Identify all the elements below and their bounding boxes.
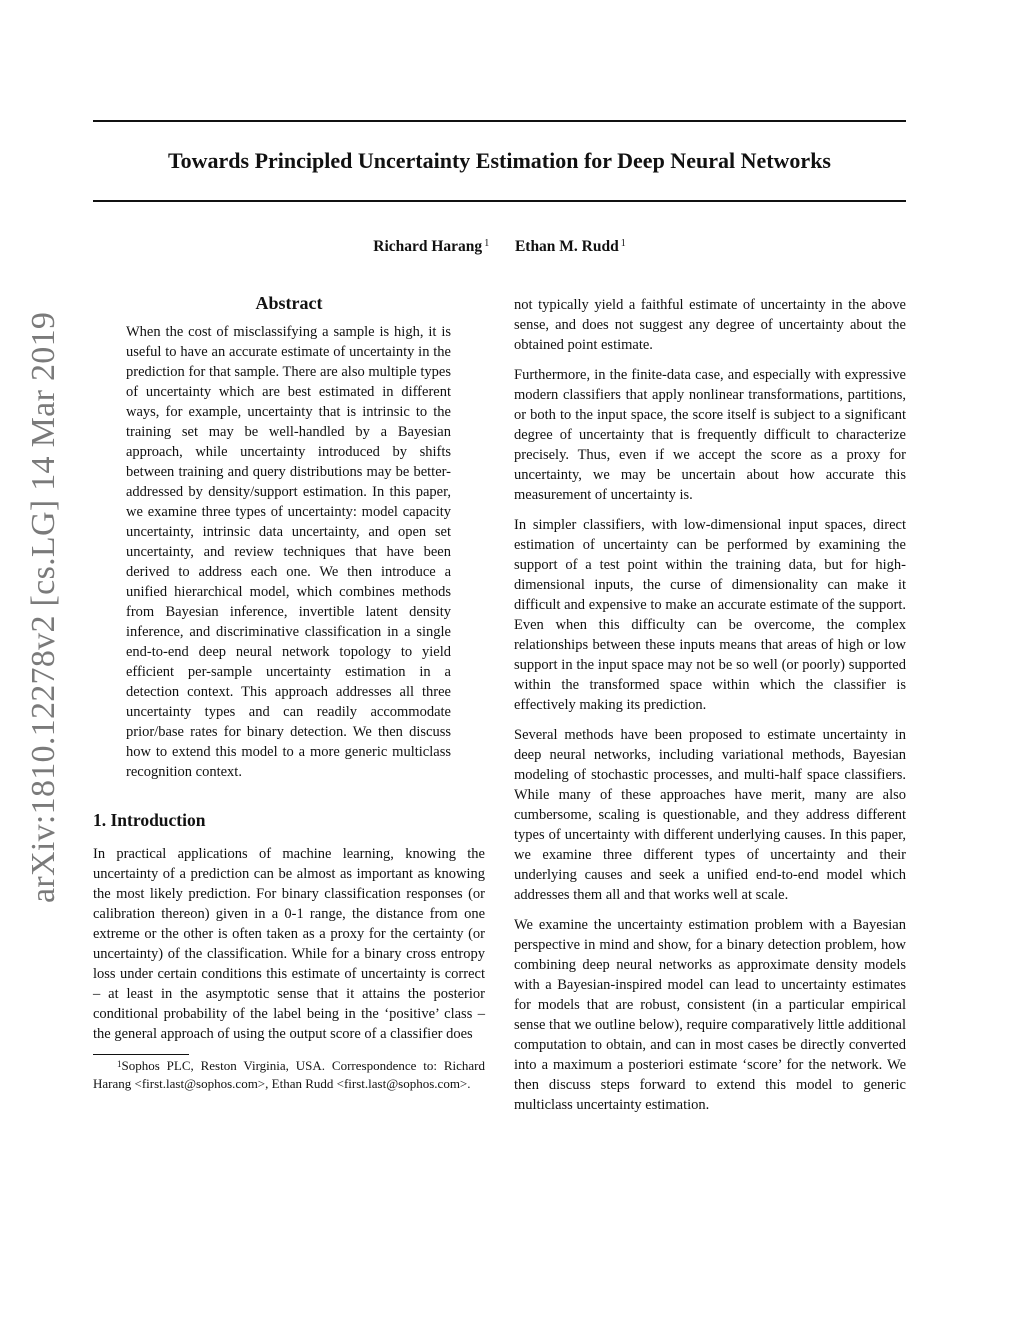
introduction-heading: 1. Introduction <box>93 810 206 830</box>
abstract-heading: Abstract <box>255 293 323 313</box>
title-rule-top <box>93 120 906 122</box>
body-paragraph: not typically yield a faithful estimate of uncertainty in the above sense, and does not suggest any degree of uncertainty about the obtained point estimate. <box>514 297 906 353</box>
affiliation-mark: 1 <box>484 238 490 249</box>
author-name: Ethan M. Rudd <box>514 238 619 255</box>
left-column <box>93 290 485 1093</box>
footnote <box>93 1057 485 1093</box>
paper-title: Towards Principled Uncertainty Estimation for Deep Neural Networks <box>167 148 831 173</box>
body-paragraph: We examine the uncertainty estimation problem with a Bayesian perspective in mind and show, for a binary detection problem, how combining deep neural networks as approximate density models with a Bayesian-inspired model can lead to uncertainty estimates for models that are robust, consistent (in a particular empirical sense that we outline below), require comparatively little additional computation to obtain, and can in most cases be directly converted into a maximum a posteriori estimate ‘score’ for the network. We then discuss steps forward to extend this model to generic multiclass uncertainty estimation. <box>514 917 906 1113</box>
introduction-paragraph: In practical applications of machine learning, knowing the uncertainty of a prediction can be almost as important as knowing the most likely prediction. For binary classification responses (or calibration thereon) given in a 0-1 range, the distance from one extreme or the other is often taken as a proxy for the certainty (or uncertainty) of the classification. While for a binary cross entropy loss under certain conditions this estimate of uncertainty is correct – at least in the asymptotic sense that it attains the posterior conditional probability of the label being in the ‘positive’ class – the general approach of using the output score of a classifier does <box>93 846 485 1042</box>
affiliation-mark: 1 <box>620 238 626 249</box>
author-name: Richard Harang <box>373 238 483 255</box>
footnote-mark: 1 <box>117 1059 122 1069</box>
abstract-text: When the cost of misclassifying a sample is high, it is useful to have an accurate estimate of uncertainty in the prediction for that sample. There are also multiple types of uncertainty which are best estimated in different ways, for example, uncertainty that is intrinsic to the training set may be well-handled by a Bayesian approach, while uncertainty introduced by shifts between training and query distributions may be better-addressed by density/support estimation. In this paper, we examine three types of uncertainty: model capacity uncertainty, intrinsic data uncertainty, and open set uncertainty, and review techniques that have been derived to address each one. We then introduce a unified hierarchical model, which combines methods from Bayesian inference, invertible latent density inference, and discriminative classification in a single end-to-end deep neural network topology to yield efficient per-sample uncertainty estimation in a detection context. This approach addresses all three uncertainty types and can readily accommodate prior/base rates for binary detection. We then discuss how to extend this model to a more generic multiclass recognition context. <box>126 324 451 780</box>
footnote-text: Sophos PLC, Reston Virginia, USA. Correspondence to: Richard Harang <first.last@sophos.com>, Ethan Rudd <first.last@sophos.com>. <box>93 1058 485 1091</box>
body-paragraph: Several methods have been proposed to estimate uncertainty in deep neural networks, including variational methods, Bayesian modeling of stochastic processes, and multi-half space classifiers. While many of these approaches have merit, many are also cumbersome, scaling is questionable, and they address different types of uncertainty with different underlying causes. In this paper, we examine three different types of uncertainty and their underlying causes and seek a unified end-to-end model which addresses them all and that works well at scale. <box>514 727 906 903</box>
body-paragraph: Furthermore, in the finite-data case, and especially with expressive modern classifiers that apply nonlinear transformations, partitions, or both to the input space, the score itself is subject to a significant degree of uncertainty that is frequently difficult to characterize precisely. Thus, even if we accept the score as a proxy for uncertainty, we may be uncertain about how accurate this measurement of uncertainty is. <box>514 367 906 503</box>
arxiv-identifier-sidebar: arXiv:1810.12278v2 [cs.LG] 14 Mar 2019 <box>25 311 62 903</box>
body-paragraph: In simpler classifiers, with low-dimensional input spaces, direct estimation of uncertainty can be performed by examining the support of a test point within the training data, but for high-dimensional inputs, the curse of dimensionality can make it difficult and expensive to make an accurate estimate of the support. Even when this difficulty can be overcome, the complex relationships between these inputs means that areas of high or low support in the input space may not be so well (or poorly) supported within the transformed space within which the classifier is effectively making its prediction. <box>514 517 906 713</box>
right-column <box>514 295 906 1125</box>
title-rule-bottom <box>93 200 906 202</box>
footnote-divider <box>93 1054 189 1055</box>
author-list <box>93 236 906 258</box>
